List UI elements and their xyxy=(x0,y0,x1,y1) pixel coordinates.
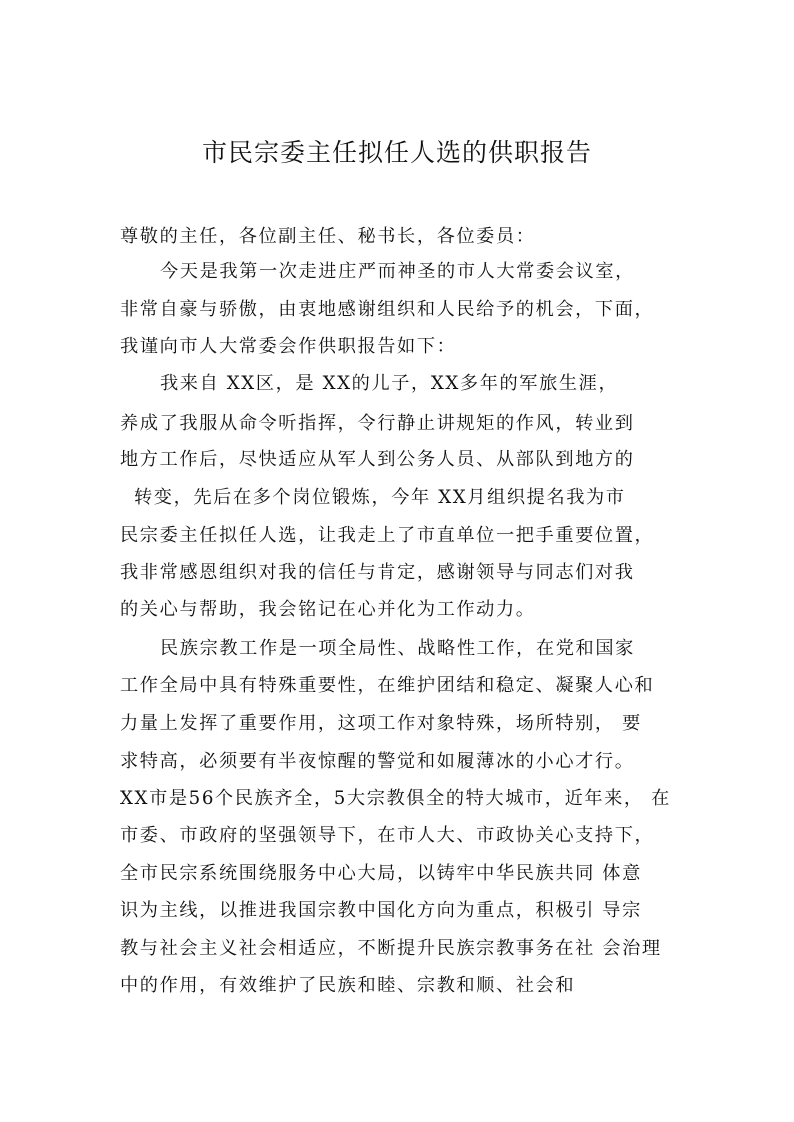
paragraph-line: 全市民宗系统围绕服务中心大局，以铸牢中华民族共同 体意 xyxy=(120,863,642,884)
paragraph-line: 教与社会主义社会相适应，不断提升民族宗教事务在社 会治理 xyxy=(120,938,662,959)
paragraph-line: 中的作用，有效维护了民族和睦、宗教和顺、社会和 xyxy=(120,975,576,996)
paragraph-line: 识为主线，以推进我国宗教中国化方向为重点，积极引 导宗 xyxy=(120,900,642,921)
paragraph-line: 民族宗教工作是一项全局性、战略性工作，在党和国家 xyxy=(160,638,635,659)
paragraph-line: 非常自豪与骄傲，由衷地感谢组织和人民给予的机会，下面， xyxy=(120,299,655,320)
paragraph-line: 工作全局中具有特殊重要性，在维护团结和稳定、凝聚人心和 xyxy=(120,675,655,696)
paragraph-line: 养成了我服从命令听指挥，令行静止讲规矩的作风，转业到 xyxy=(120,413,635,434)
paragraph-line: 力量上发挥了重要作用，这项工作对象特殊，场所特别， 要 xyxy=(120,713,642,734)
salutation-line: 尊敬的主任，各位副主任、秘书长，各位委员： xyxy=(120,226,536,247)
paragraph-line: 今天是我第一次走进庄严而神圣的市人大常委会议室， xyxy=(160,261,635,282)
paragraph-line: 我谨向市人大常委会作供职报告如下： xyxy=(120,336,457,357)
paragraph-line: XX市是56个民族齐全，5大宗教俱全的特大城市，近年来， 在 xyxy=(120,788,671,809)
paragraph-line: 地方工作后，尽快适应从军人到公务人员、从部队到地方的 xyxy=(120,449,635,470)
paragraph-line: 的关心与帮助，我会铭记在心并化为工作动力。 xyxy=(120,599,536,620)
paragraph-line: 民宗委主任拟任人选，让我走上了市直单位一把手重要位置， xyxy=(120,525,655,546)
paragraph-line: 我非常感恩组织对我的信任与肯定，感谢领导与同志们对我 xyxy=(120,562,635,583)
document-title: 市民宗委主任拟任人选的供职报告 xyxy=(201,138,592,167)
paragraph-line: 转变，先后在多个岗位锻炼，今年 XX月组织提名我为市 xyxy=(134,487,626,508)
paragraph-line: 我来自 XX区，是 XX的儿子，XX多年的军旅生涯， xyxy=(160,373,619,394)
paragraph-line: 市委、市政府的坚强领导下，在市人大、市政协关心支持下， xyxy=(120,825,655,846)
paragraph-line: 求特高，必须要有半夜惊醒的警觉和如履薄冰的小心才行。 xyxy=(120,751,635,772)
